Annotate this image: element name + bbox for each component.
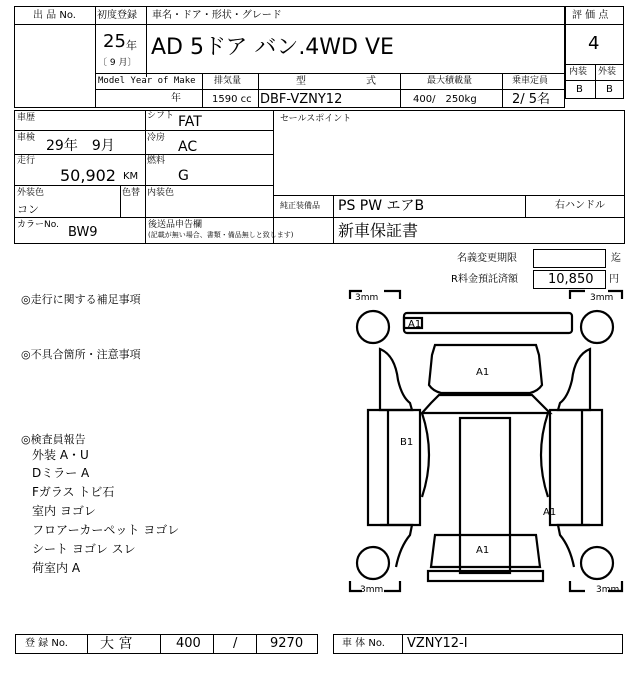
model-year-unit: 年 [171, 93, 181, 104]
tire-depth-rear-right: 3mm [596, 585, 620, 595]
first-reg-year-unit: 年 [126, 39, 137, 52]
recycle-fee-value: 10,850 [548, 272, 594, 287]
driving-notes-heading: ◎走行に関する補足事項 [21, 293, 141, 306]
chassis-label: 車 体 No. [342, 638, 385, 649]
tire-front-left [357, 311, 389, 343]
tire-depth-front-right: 3mm [590, 293, 614, 303]
ac-value: AC [178, 139, 198, 155]
tire-front-right [581, 311, 613, 343]
report-line: 荷室内 A [32, 561, 81, 575]
mileage-label: 走行 [17, 156, 36, 166]
fuel-label: 燃料 [147, 156, 166, 166]
ext-color-value: コン [17, 203, 39, 216]
defect-notes-heading: ◎不具合箇所・注意事項 [21, 348, 141, 361]
equipment-value: PS PW エアB [338, 198, 425, 214]
score-value: 4 [588, 33, 600, 54]
model-label-1: 型 [296, 76, 306, 87]
model-code: DBF-VZNY12 [260, 92, 343, 107]
tire-depth-rear-left: 3mm [360, 585, 384, 595]
tire-depth-front-left: 3mm [355, 293, 379, 303]
capacity-label: 乗車定員 [512, 76, 549, 86]
interior-label: 内装 [569, 67, 588, 77]
damage-front-bumper: A1 [408, 319, 422, 330]
name-change-box [533, 249, 606, 268]
load-value: 400/ 250kg [413, 94, 477, 105]
model-label-2: 式 [366, 76, 376, 87]
ac-label: 冷房 [147, 133, 166, 143]
name-change-label: 名義変更期限 [457, 253, 517, 264]
handle-value: 右ハンドル [555, 200, 605, 211]
capacity-value: 2/ 5名 [512, 92, 551, 107]
report-line: 室内 ヨゴレ [32, 504, 96, 518]
fuel-value: G [178, 168, 189, 184]
int-color-label: 内装色 [147, 188, 175, 198]
mileage-unit: KM [123, 171, 139, 182]
inspection-value: 29年 9月 [46, 138, 115, 154]
name-label: 車名・ドア・形状・グレード [152, 10, 282, 21]
score-label: 評 価 点 [572, 10, 609, 21]
report-line: 外装 A・U [32, 448, 89, 462]
inspection-label: 車検 [17, 133, 36, 143]
inspector-report-heading: ◎検査員報告 [21, 433, 86, 446]
color-code-label: カラーNo. [17, 220, 59, 230]
tire-rear-right [581, 547, 613, 579]
color-change-label: 色替 [122, 188, 141, 198]
recycle-label: 後送品申告欄 [148, 220, 203, 230]
exterior-grade: B [606, 84, 613, 95]
equipment-label: 純正装備品 [280, 201, 320, 210]
mileage-value: 50,902 [60, 166, 116, 185]
ext-color-label: 外装色 [17, 188, 45, 198]
shift-label: シフト [147, 111, 175, 121]
registration-kana: / [233, 636, 238, 651]
damage-hood: A1 [476, 367, 490, 378]
registration-class: 400 [176, 636, 201, 651]
registration-area: 大 宮 [100, 636, 133, 652]
recycle-note: (記載が無い場合、書類・備品無しと致します) [148, 231, 294, 239]
report-line: Dミラー A [32, 466, 90, 480]
first-reg-month: 〔 9 月〕 [98, 58, 137, 68]
report-line: フロアーカーペット ヨゴレ [32, 523, 180, 537]
history-label: 車歴 [17, 113, 36, 123]
registration-number: 9270 [270, 636, 304, 651]
exterior-label: 外装 [598, 67, 617, 77]
chassis-number: VZNY12-I [407, 636, 468, 651]
damage-rear: A1 [476, 545, 490, 556]
car-name: AD 5ドア バン.4WD VE [151, 35, 394, 60]
first-reg-year: 25 [103, 31, 126, 52]
color-code-value: BW9 [68, 225, 98, 240]
name-change-unit: 迄 [611, 253, 621, 264]
sales-point-label: セールスポイント [280, 114, 352, 124]
model-year-label: Model Year of Make [98, 76, 196, 86]
recycle-fee-label: R料金預託済額 [451, 274, 518, 285]
report-line: シート ヨゴレ スレ [32, 542, 136, 556]
recycle-fee-unit: 円 [609, 274, 619, 285]
lot-label: 出 品 No. [33, 10, 76, 21]
tire-rear-left [357, 547, 389, 579]
damage-left-door: B1 [400, 437, 414, 448]
displacement-label: 排気量 [214, 76, 242, 86]
interior-grade: B [576, 84, 583, 95]
damage-right-rear: A1 [543, 507, 557, 518]
load-label: 最大積載量 [427, 76, 473, 86]
displacement: 1590 cc [212, 94, 252, 105]
registration-label: 登 録 No. [25, 638, 68, 649]
car-damage-diagram [340, 285, 630, 610]
report-line: Fガラス トビ石 [32, 485, 115, 499]
shift-value: FAT [178, 114, 202, 130]
warranty-value: 新車保証書 [338, 221, 419, 240]
first-reg-label: 初度登録 [97, 10, 137, 21]
